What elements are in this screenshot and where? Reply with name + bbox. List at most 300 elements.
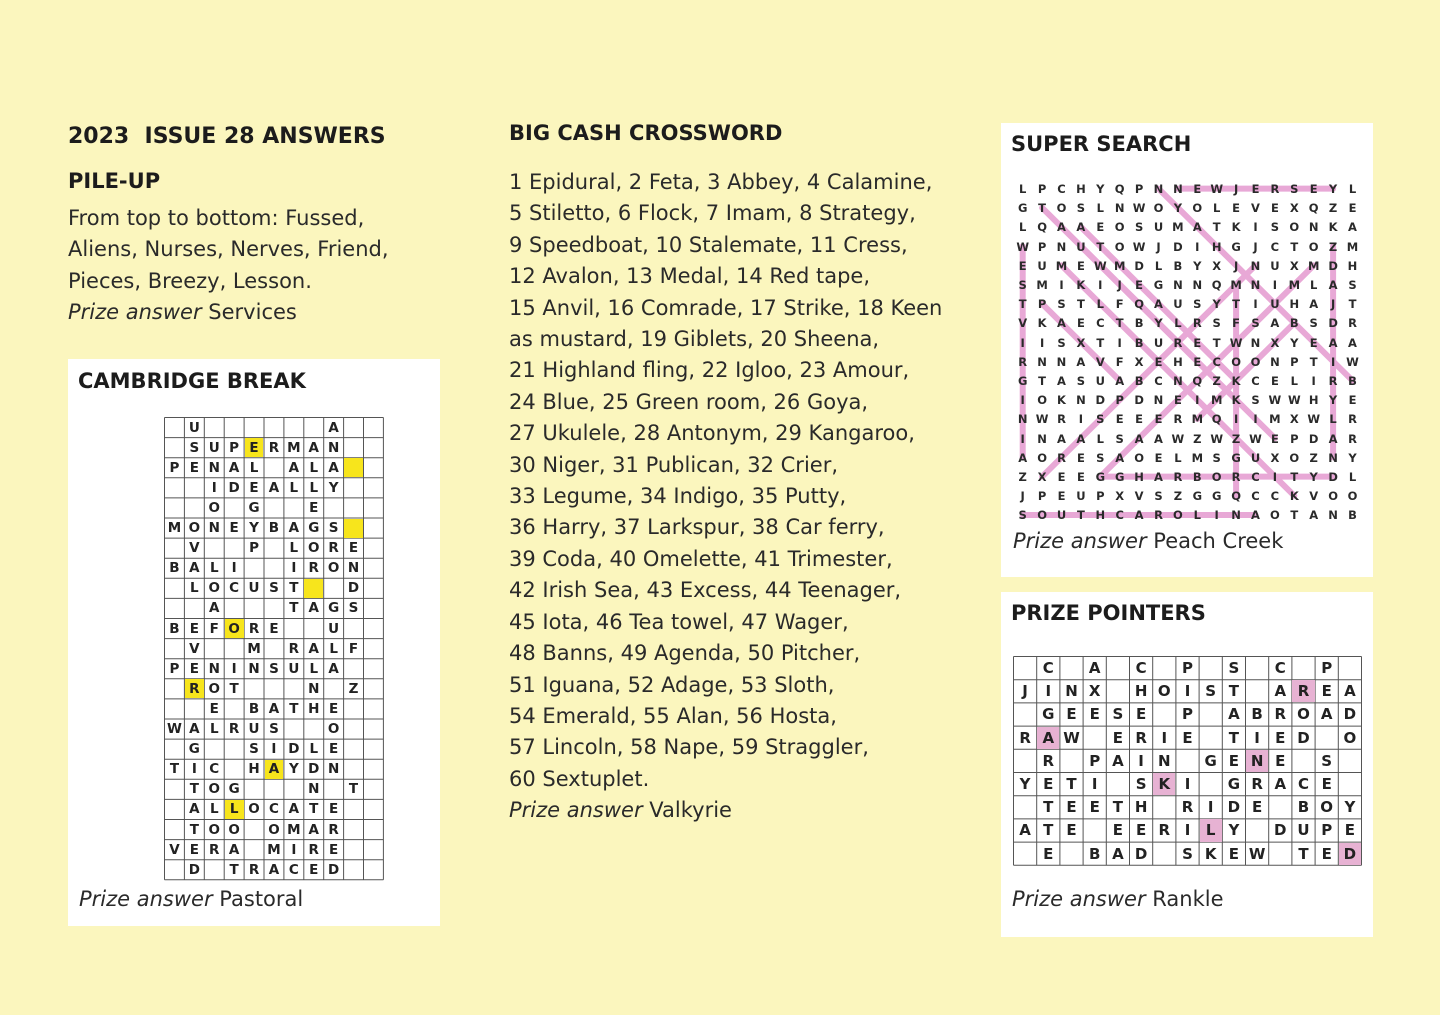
grid-cell: L — [289, 479, 299, 496]
grid-cell: B — [268, 520, 280, 537]
search-letter: J — [1156, 239, 1161, 254]
grid-cell: A — [308, 821, 319, 838]
search-letter: A — [1154, 470, 1163, 484]
grid-cell: E — [1182, 728, 1193, 747]
grid-cell: Z — [348, 680, 359, 697]
search-letter: E — [1309, 182, 1318, 196]
grid-cell: L — [209, 560, 219, 577]
search-letter: A — [1154, 297, 1163, 312]
search-letter: U — [1037, 258, 1047, 273]
search-letter: A — [1115, 374, 1125, 388]
grid-cell: I — [1184, 821, 1191, 840]
search-letter: E — [1135, 278, 1144, 292]
search-letter: C — [1270, 489, 1280, 504]
search-letter: S — [1290, 182, 1299, 196]
crossword-answer-line: 15 Anvil, 16 Comrade, 17 Strike, 18 Keen — [509, 295, 943, 320]
grid-cell: F — [348, 640, 359, 657]
search-letter: B — [1134, 374, 1144, 388]
crossword-answer-line: 54 Emerald, 55 Alan, 56 Hosta, — [509, 703, 837, 728]
grid-cell: Y — [249, 520, 259, 537]
grid-cell: J — [1022, 682, 1028, 701]
search-letter: E — [1193, 335, 1202, 350]
issue-title: 2023 ISSUE 28 ANSWERS — [68, 124, 386, 149]
grid-cell: U — [248, 580, 260, 597]
grid-cell: L — [309, 660, 319, 677]
search-letter: O — [1037, 508, 1047, 523]
grid-cell: S — [269, 721, 279, 738]
search-letter: Z — [1018, 470, 1027, 484]
search-letter: Y — [1154, 316, 1163, 331]
grid-cell: B — [1297, 798, 1310, 817]
search-letter: O — [1037, 393, 1047, 408]
search-letter: K — [1289, 489, 1299, 504]
grid-cell: N — [308, 680, 320, 697]
grid-cell: O — [208, 821, 220, 838]
grid-cell: I — [231, 660, 237, 677]
grid-cell: O — [248, 801, 260, 818]
search-letter: W — [1016, 239, 1030, 254]
grid-cell: I — [291, 841, 297, 858]
grid-cell: T — [1228, 728, 1239, 747]
search-letter: O — [1037, 450, 1047, 465]
search-letter: N — [1017, 412, 1028, 427]
grid-cell: V — [189, 640, 200, 657]
highlighted-cell: L — [225, 800, 244, 819]
search-letter: D — [1328, 316, 1338, 331]
grid-cell: T — [1043, 821, 1054, 840]
search-letter: R — [1173, 470, 1183, 484]
grid-cell: I — [1045, 682, 1052, 701]
grid-cell: M — [267, 841, 281, 858]
grid-cell: K — [1204, 844, 1217, 863]
grid-cell: O — [228, 821, 240, 838]
grid-cell: O — [1157, 682, 1171, 701]
crossword-answer-line: 45 Iota, 46 Tea towel, 47 Wager, — [509, 609, 849, 634]
search-letter: A — [1057, 431, 1066, 446]
grid-cell: U — [328, 620, 340, 637]
grid-cell: A — [308, 439, 319, 456]
search-letter: E — [1154, 354, 1163, 369]
grid-cell: T — [1228, 682, 1239, 701]
search-letter: U — [1095, 374, 1105, 388]
search-letter: D — [1328, 258, 1338, 273]
highlighted-cell: N — [1246, 750, 1268, 772]
grid-cell: Y — [1228, 821, 1240, 840]
grid-cell: E — [329, 841, 339, 858]
search-letter: M — [1172, 220, 1184, 235]
search-letter: W — [1035, 412, 1049, 427]
grid-cell: G — [1227, 775, 1241, 794]
search-letter: T — [1232, 297, 1241, 312]
grid-cell: T — [229, 680, 239, 697]
search-letter: L — [1213, 201, 1221, 216]
search-letter: K — [1057, 393, 1066, 408]
search-letter: S — [1193, 297, 1202, 312]
grid-cell: C — [288, 861, 299, 878]
search-letter: G — [1095, 470, 1106, 484]
grid-cell: E — [189, 660, 199, 677]
search-letter: G — [1192, 489, 1203, 504]
search-letter: S — [1096, 412, 1105, 427]
grid-cell: E — [1112, 728, 1124, 747]
grid-cell: H — [248, 761, 260, 778]
grid-cell: A — [1344, 682, 1356, 701]
grid-cell: B — [169, 620, 180, 637]
search-letter: R — [1018, 354, 1028, 369]
search-letter: O — [1250, 354, 1261, 369]
search-letter: Q — [1037, 220, 1047, 235]
search-letter: T — [1038, 374, 1047, 388]
grid-cell: W — [1063, 728, 1080, 747]
grid-cell: T — [1112, 798, 1123, 817]
grid-cell: Y — [1019, 775, 1031, 794]
search-letter: O — [1134, 450, 1144, 465]
search-letter: E — [1154, 412, 1163, 427]
search-letter: M — [1191, 450, 1204, 465]
search-letter: K — [1328, 220, 1338, 235]
grid-cell: I — [1138, 751, 1144, 770]
grid-cell: R — [1251, 775, 1263, 794]
search-letter: O — [1231, 354, 1241, 369]
grid-cell: I — [191, 761, 197, 778]
search-letter: A — [1134, 431, 1144, 446]
search-letter: E — [1057, 470, 1066, 484]
super-search-prize — [1013, 529, 1283, 553]
grid-cell: I — [231, 560, 237, 577]
search-letter: D — [1173, 239, 1183, 254]
grid-cell: R — [1135, 728, 1147, 747]
grid-cell: A — [1274, 775, 1287, 794]
search-letter: E — [1154, 450, 1163, 465]
grid-cell: R — [1274, 705, 1287, 724]
search-letter: B — [1348, 508, 1357, 523]
crossword-answer-line: 60 Sextuplet. — [509, 766, 650, 791]
grid-cell: E — [1112, 821, 1124, 840]
search-letter: X — [1289, 258, 1299, 273]
search-letter: I — [1253, 220, 1258, 235]
grid-cell: E — [1066, 705, 1077, 724]
grid-cell: T — [1066, 775, 1077, 794]
search-letter: M — [1191, 412, 1204, 427]
grid-cell: E — [1089, 798, 1100, 817]
search-letter: E — [1096, 220, 1105, 235]
search-letter: J — [1233, 182, 1239, 196]
search-letter: H — [1289, 297, 1300, 312]
grid-cell: O — [268, 821, 280, 838]
grid-cell: E — [1228, 844, 1240, 863]
highlighted-cell: R — [185, 679, 204, 698]
search-letter: T — [1038, 201, 1047, 216]
search-letter: A — [1192, 220, 1202, 235]
search-letter: T — [1076, 508, 1085, 523]
grid-cell: I — [1207, 798, 1214, 817]
highlighted-cell: O — [225, 619, 244, 638]
search-letter: W — [1229, 335, 1243, 350]
grid-cell: E — [1321, 844, 1332, 863]
search-letter: B — [1348, 374, 1357, 388]
prize-pointers-title: PRIZE POINTERS — [1011, 601, 1206, 625]
prize-pointers-panel — [1001, 592, 1373, 937]
grid-cell: A — [228, 459, 240, 476]
search-letter: I — [1020, 393, 1025, 408]
search-letter: B — [1192, 470, 1202, 484]
grid-cell: L — [309, 459, 319, 476]
grid-cell: E — [249, 479, 259, 496]
grid-cell: E — [1275, 751, 1286, 770]
grid-cell: L — [309, 741, 319, 758]
crossword-answer-line: 1 Epidural, 2 Feta, 3 Abbey, 4 Calamine, — [509, 170, 933, 194]
grid-cell: T — [189, 781, 199, 798]
search-letter: A — [1115, 450, 1125, 465]
search-letter: V — [1095, 354, 1105, 369]
search-letter: B — [1134, 335, 1144, 350]
grid-cell: O — [1343, 728, 1357, 747]
grid-cell: I — [1254, 728, 1260, 747]
search-letter: N — [1250, 335, 1261, 350]
search-letter: N — [1328, 508, 1338, 523]
search-letter: P — [1037, 297, 1047, 312]
search-letter: A — [1270, 316, 1280, 331]
search-letter: K — [1231, 393, 1241, 408]
grid-cell: G — [308, 520, 320, 537]
search-letter: W — [1132, 239, 1146, 254]
search-letter: W — [1210, 182, 1224, 196]
grid-cell: A — [268, 479, 280, 496]
grid-cell: A — [189, 721, 200, 738]
search-letter: X — [1115, 489, 1125, 504]
grid-cell: D — [1227, 798, 1241, 817]
search-letter: N — [1250, 258, 1261, 273]
search-letter: T — [1018, 297, 1027, 312]
search-letter: Z — [1173, 489, 1183, 504]
search-letter: L — [1193, 508, 1201, 523]
search-letter: L — [1174, 316, 1182, 331]
search-letter: N — [1153, 182, 1164, 196]
search-letter: K — [1231, 220, 1241, 235]
search-letter: E — [1076, 316, 1085, 331]
grid-cell: R — [268, 439, 280, 456]
grid-cell: A — [308, 640, 319, 657]
grid-cell: S — [269, 580, 279, 597]
search-letter: N — [1056, 239, 1067, 254]
search-letter: I — [1233, 412, 1239, 427]
pile-up-line: Aliens, Nurses, Nerves, Friend, — [68, 237, 389, 262]
search-letter: L — [1096, 431, 1104, 446]
grid-cell: W — [1248, 844, 1266, 863]
grid-cell: I — [211, 479, 217, 496]
search-letter: T — [1290, 239, 1299, 254]
search-letter: M — [1307, 258, 1320, 273]
search-letter: X — [1076, 335, 1086, 350]
cambridge-break-grid — [164, 417, 360, 880]
search-letter: Y — [1328, 393, 1338, 408]
crossword-answer-line: 27 Ukulele, 28 Antonym, 29 Kangaroo, — [509, 421, 915, 446]
grid-cell: L — [209, 801, 219, 818]
search-letter: S — [1018, 508, 1027, 523]
search-letter: P — [1037, 489, 1047, 504]
grid-cell: Y — [1344, 798, 1356, 817]
grid-cell: A — [1274, 682, 1287, 701]
grid-cell: B — [169, 560, 180, 577]
search-letter: C — [1115, 508, 1124, 523]
search-letter: S — [1134, 220, 1144, 235]
search-letter: G — [1231, 450, 1241, 465]
search-letter: G — [1153, 278, 1164, 292]
search-letter: S — [1251, 316, 1260, 331]
grid-cell: U — [248, 721, 260, 738]
search-letter: A — [1134, 508, 1144, 523]
search-letter: W — [1210, 431, 1224, 446]
grid-cell: N — [208, 660, 220, 677]
search-letter: A — [1057, 220, 1066, 235]
grid-cell: A — [189, 560, 200, 577]
crossword-answer-line: 33 Legume, 34 Indigo, 35 Putty, — [509, 484, 847, 509]
grid-cell: P — [229, 439, 240, 456]
grid-cell: M — [287, 821, 301, 838]
grid-cell: R — [308, 560, 319, 577]
highlighted-cell: K — [1153, 773, 1175, 795]
search-letter: J — [1020, 489, 1025, 504]
search-letter: T — [1076, 297, 1085, 312]
grid-cell: O — [1297, 705, 1310, 724]
search-letter: W — [1346, 354, 1359, 369]
grid-cell: O — [327, 721, 340, 738]
grid-cell: E — [1043, 844, 1054, 863]
search-letter: G — [1114, 470, 1125, 484]
grid-cell: D — [188, 861, 200, 878]
search-letter: P — [1037, 239, 1047, 254]
search-letter: E — [1135, 412, 1144, 427]
search-letter: E — [1309, 335, 1318, 350]
search-letter: A — [1076, 354, 1086, 369]
search-letter: Z — [1231, 431, 1241, 446]
search-letter: C — [1251, 374, 1260, 388]
search-letter: P — [1115, 393, 1124, 408]
grid-cell: S — [1205, 682, 1217, 701]
grid-cell: E — [329, 700, 339, 717]
grid-cell: S — [269, 660, 279, 677]
search-letter: A — [1348, 220, 1357, 235]
grid-cell: I — [291, 560, 297, 577]
grid-cell: R — [248, 861, 260, 878]
grid-cell: N — [1158, 751, 1171, 770]
grid-cell: T — [289, 600, 299, 617]
search-letter: N — [1270, 354, 1280, 369]
grid-cell: O — [188, 520, 201, 537]
grid-cell: O — [327, 560, 340, 577]
search-letter: L — [1329, 412, 1337, 427]
grid-cell: G — [248, 499, 260, 516]
search-letter: I — [1098, 278, 1103, 292]
search-letter: E — [1018, 258, 1027, 273]
grid-cell: P — [169, 660, 180, 677]
prize-pointers-prize — [1012, 887, 1224, 911]
grid-cell: E — [229, 520, 239, 537]
grid-cell: A — [268, 700, 280, 717]
search-letter: A — [1018, 450, 1028, 465]
search-letter: I — [1020, 431, 1025, 446]
grid-cell: U — [288, 660, 300, 677]
search-letter: J — [1117, 278, 1122, 292]
search-letter: C — [1096, 316, 1105, 331]
search-letter: R — [1154, 508, 1163, 523]
search-letter: N — [1173, 278, 1183, 292]
search-letter: P — [1134, 182, 1144, 196]
search-letter: R — [1231, 470, 1241, 484]
search-letter: M — [1346, 239, 1359, 254]
search-letter: H — [1211, 239, 1222, 254]
grid-cell: U — [208, 439, 220, 456]
search-letter: S — [1096, 450, 1105, 465]
crossword-answer-line: 12 Avalon, 13 Medal, 14 Red tape, — [509, 264, 870, 289]
search-letter: E — [1348, 393, 1357, 408]
search-letter: W — [1093, 258, 1107, 273]
big-cash-crossword-title: BIG CASH CROSSWORD — [509, 121, 783, 145]
grid-cell: L — [209, 721, 219, 738]
grid-cell: A — [228, 841, 240, 858]
search-letter: C — [1212, 354, 1221, 369]
grid-cell: R — [248, 620, 260, 637]
search-letter: E — [1173, 393, 1182, 408]
search-letter: S — [1212, 316, 1221, 331]
search-letter: N — [1173, 374, 1183, 388]
grid-cell: N — [327, 761, 340, 778]
search-letter: A — [1328, 335, 1338, 350]
grid-cell: D — [1343, 705, 1357, 724]
search-letter: H — [1308, 393, 1319, 408]
grid-cell: E — [1321, 682, 1332, 701]
grid-cell: X — [1088, 682, 1101, 701]
grid-cell: A — [1112, 844, 1124, 863]
search-letter: Q — [1308, 201, 1319, 216]
grid-cell: N — [1065, 682, 1078, 701]
search-letter: S — [1212, 450, 1221, 465]
search-letter: M — [1036, 278, 1048, 292]
crossword-answer-line: as mustard, 19 Giblets, 20 Sheena, — [509, 327, 880, 352]
search-letter: U — [1153, 220, 1164, 235]
highlighted-cell: R — [1292, 680, 1314, 702]
search-letter: B — [1173, 258, 1183, 273]
grid-cell: E — [189, 620, 199, 637]
grid-cell: N — [308, 781, 320, 798]
search-letter: N — [1308, 220, 1319, 235]
prize-label: Prize answer — [1013, 529, 1147, 553]
grid-cell: C — [268, 801, 279, 818]
search-letter: S — [1076, 374, 1086, 388]
grid-cell: M — [287, 439, 301, 456]
search-letter: E — [1057, 489, 1066, 504]
search-letter: S — [1154, 489, 1163, 504]
grid-cell: C — [1135, 659, 1147, 678]
search-letter: I — [1195, 393, 1200, 408]
big-cash-crossword-prize — [509, 795, 969, 826]
grid-cell: T — [309, 801, 319, 818]
cambridge-break-panel — [68, 359, 440, 926]
grid-cell: R — [209, 841, 220, 858]
grid-cell: A — [1112, 751, 1124, 770]
grid-cell: H — [1134, 682, 1148, 701]
prize-answer: Peach Creek — [1153, 529, 1284, 553]
search-letter: H — [1076, 182, 1086, 196]
search-letter: S — [1309, 316, 1318, 331]
grid-cell: A — [189, 801, 200, 818]
grid-cell: S — [249, 741, 259, 758]
search-letter: K — [1076, 278, 1086, 292]
search-letter: L — [1348, 470, 1357, 484]
search-letter: X — [1289, 201, 1299, 216]
grid-cell: N — [208, 520, 220, 537]
pile-up-answers — [68, 203, 448, 329]
